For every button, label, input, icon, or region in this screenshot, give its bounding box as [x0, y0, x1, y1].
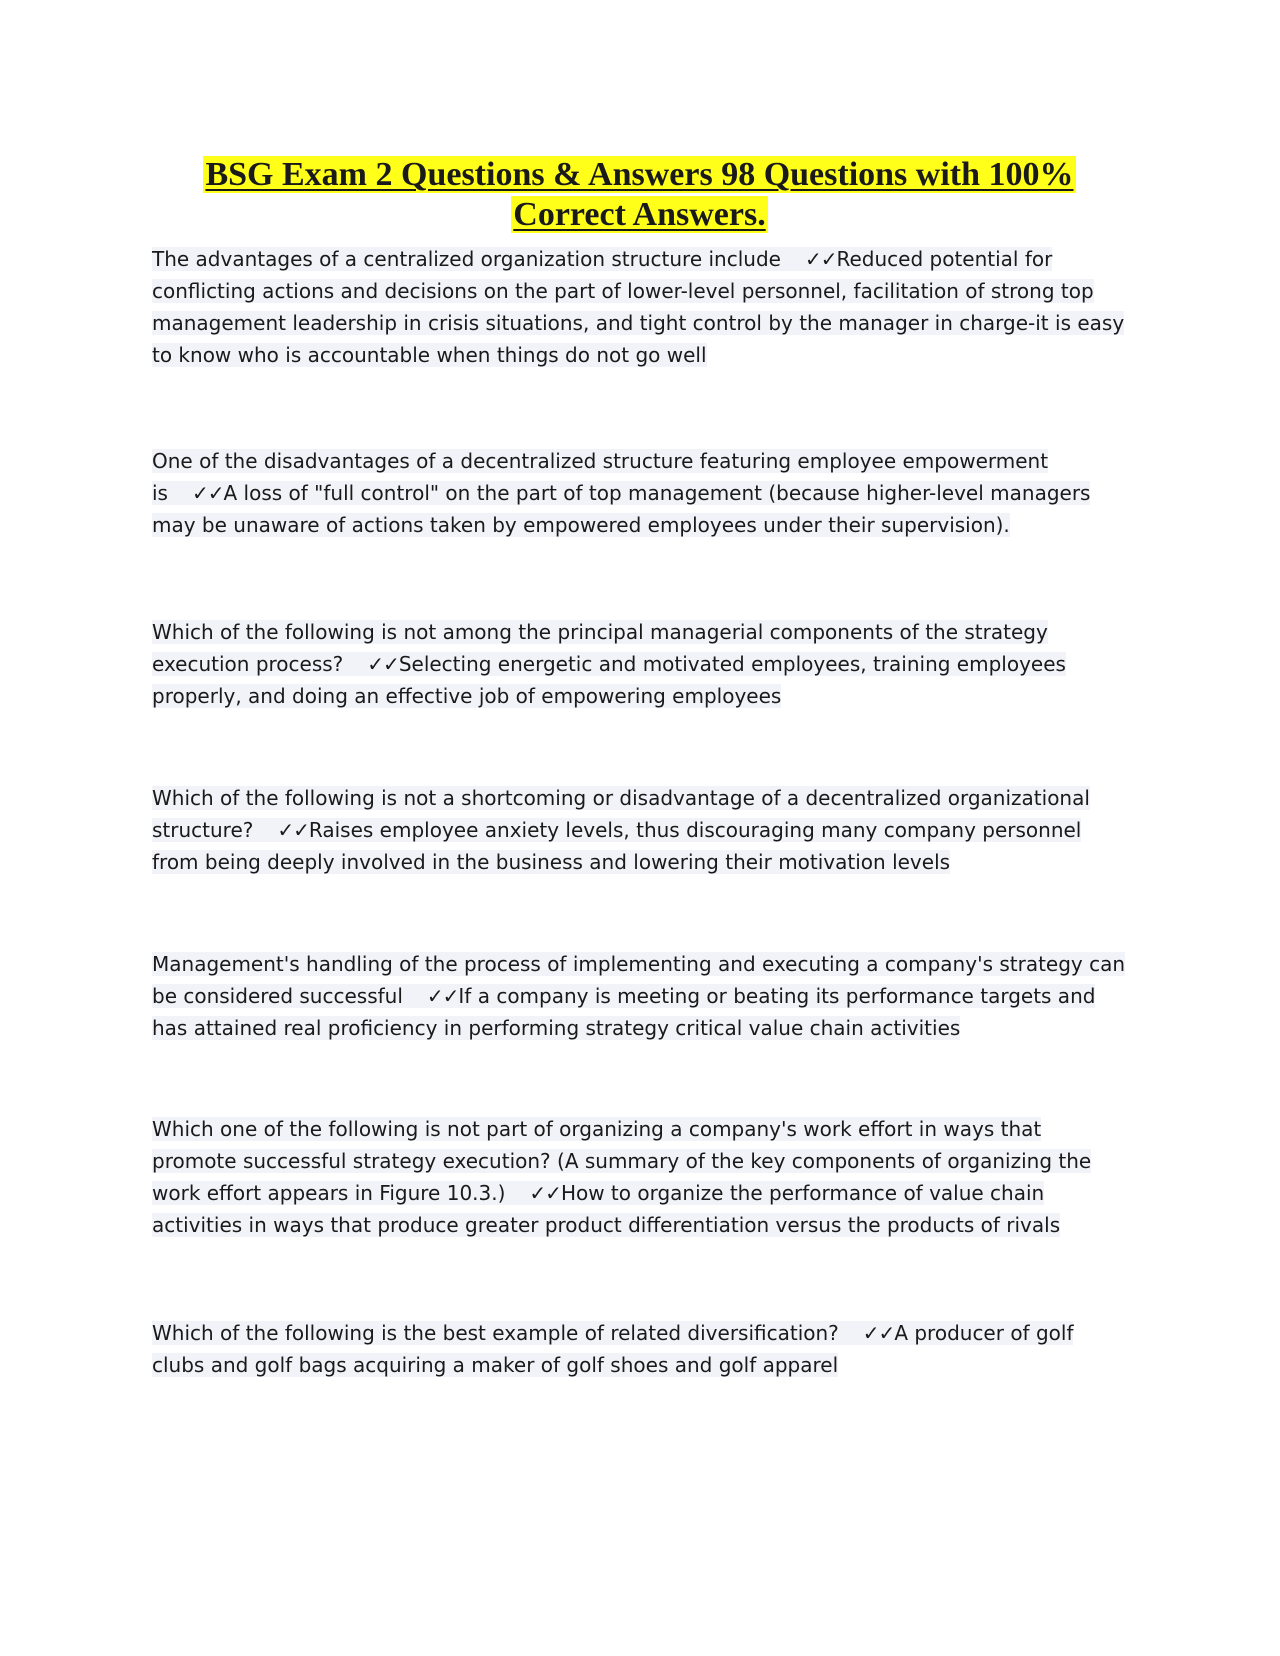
qa-item	[152, 445, 1127, 541]
qa-item	[152, 1317, 1127, 1381]
answer-text: Raises employee anxiety levels, thus discouraging many company personnel from being deeply involved in the business and lowering their motivation levels	[152, 818, 1082, 874]
qa-item	[152, 243, 1127, 371]
answer-text: How to organize the performance of value chain activities in ways that produce greater product differentiation versus the products of rivals	[152, 1181, 1061, 1237]
check-mark-icon: ✓✓	[367, 652, 399, 676]
qa-item	[152, 948, 1127, 1044]
document-title	[152, 155, 1127, 235]
check-mark-icon: ✓✓	[191, 481, 224, 505]
qa-item	[152, 1113, 1127, 1241]
check-mark-icon: ✓✓	[804, 247, 837, 271]
question-text: The advantages of a centralized organization structure include	[152, 247, 781, 271]
check-mark-icon: ✓✓	[426, 984, 459, 1008]
document-title-text: BSG Exam 2 Questions & Answers 98 Questions with 100% Correct Answers.	[205, 156, 1074, 233]
qa-list	[152, 243, 1127, 1381]
qa-item	[152, 782, 1127, 878]
answer-text: If a company is meeting or beating its performance targets and has attained real proficiency in performing strategy critical value chain activities	[152, 984, 1096, 1040]
answer-text: A producer of golf clubs and golf bags acquiring a maker of golf shoes and golf apparel	[152, 1321, 1074, 1377]
check-mark-icon: ✓✓	[277, 818, 309, 842]
question-text: Which of the following is the best example of related diversification?	[152, 1321, 839, 1345]
answer-text: Selecting energetic and motivated employees, training employees properly, and doing an effective job of empowering employees	[152, 652, 1066, 708]
qa-item	[152, 616, 1127, 712]
check-mark-icon: ✓✓	[529, 1181, 561, 1205]
answer-text: Reduced potential for conflicting actions and decisions on the part of lower-level personnel, facilitation of strong top management leadership in crisis situations, and tight control by the manager in charge-it is easy to know who is accountable when things do not go well	[152, 247, 1125, 367]
answer-text: A loss of "full control" on the part of top management (because higher-level managers may be unaware of actions taken by empowered employees under their supervision).	[152, 481, 1091, 537]
question-text: One of the disadvantages of a decentralized structure featuring employee empowerment is	[152, 449, 1049, 505]
question-text: Which one of the following is not part of organizing a company's work effort in ways that promote successful strategy execution? (A summary of the key components of organizing the work effort appears in Figure 10.3.)	[152, 1117, 1092, 1205]
question-text: Which of the following is not among the principal managerial components of the strategy execution process?	[152, 620, 1048, 676]
document-page	[152, 155, 1127, 1381]
question-text: Management's handling of the process of implementing and executing a company's strategy can be considered successful	[152, 952, 1126, 1008]
check-mark-icon: ✓✓	[862, 1321, 895, 1345]
question-text: Which of the following is not a shortcoming or disadvantage of a decentralized organizational structure?	[152, 786, 1090, 842]
